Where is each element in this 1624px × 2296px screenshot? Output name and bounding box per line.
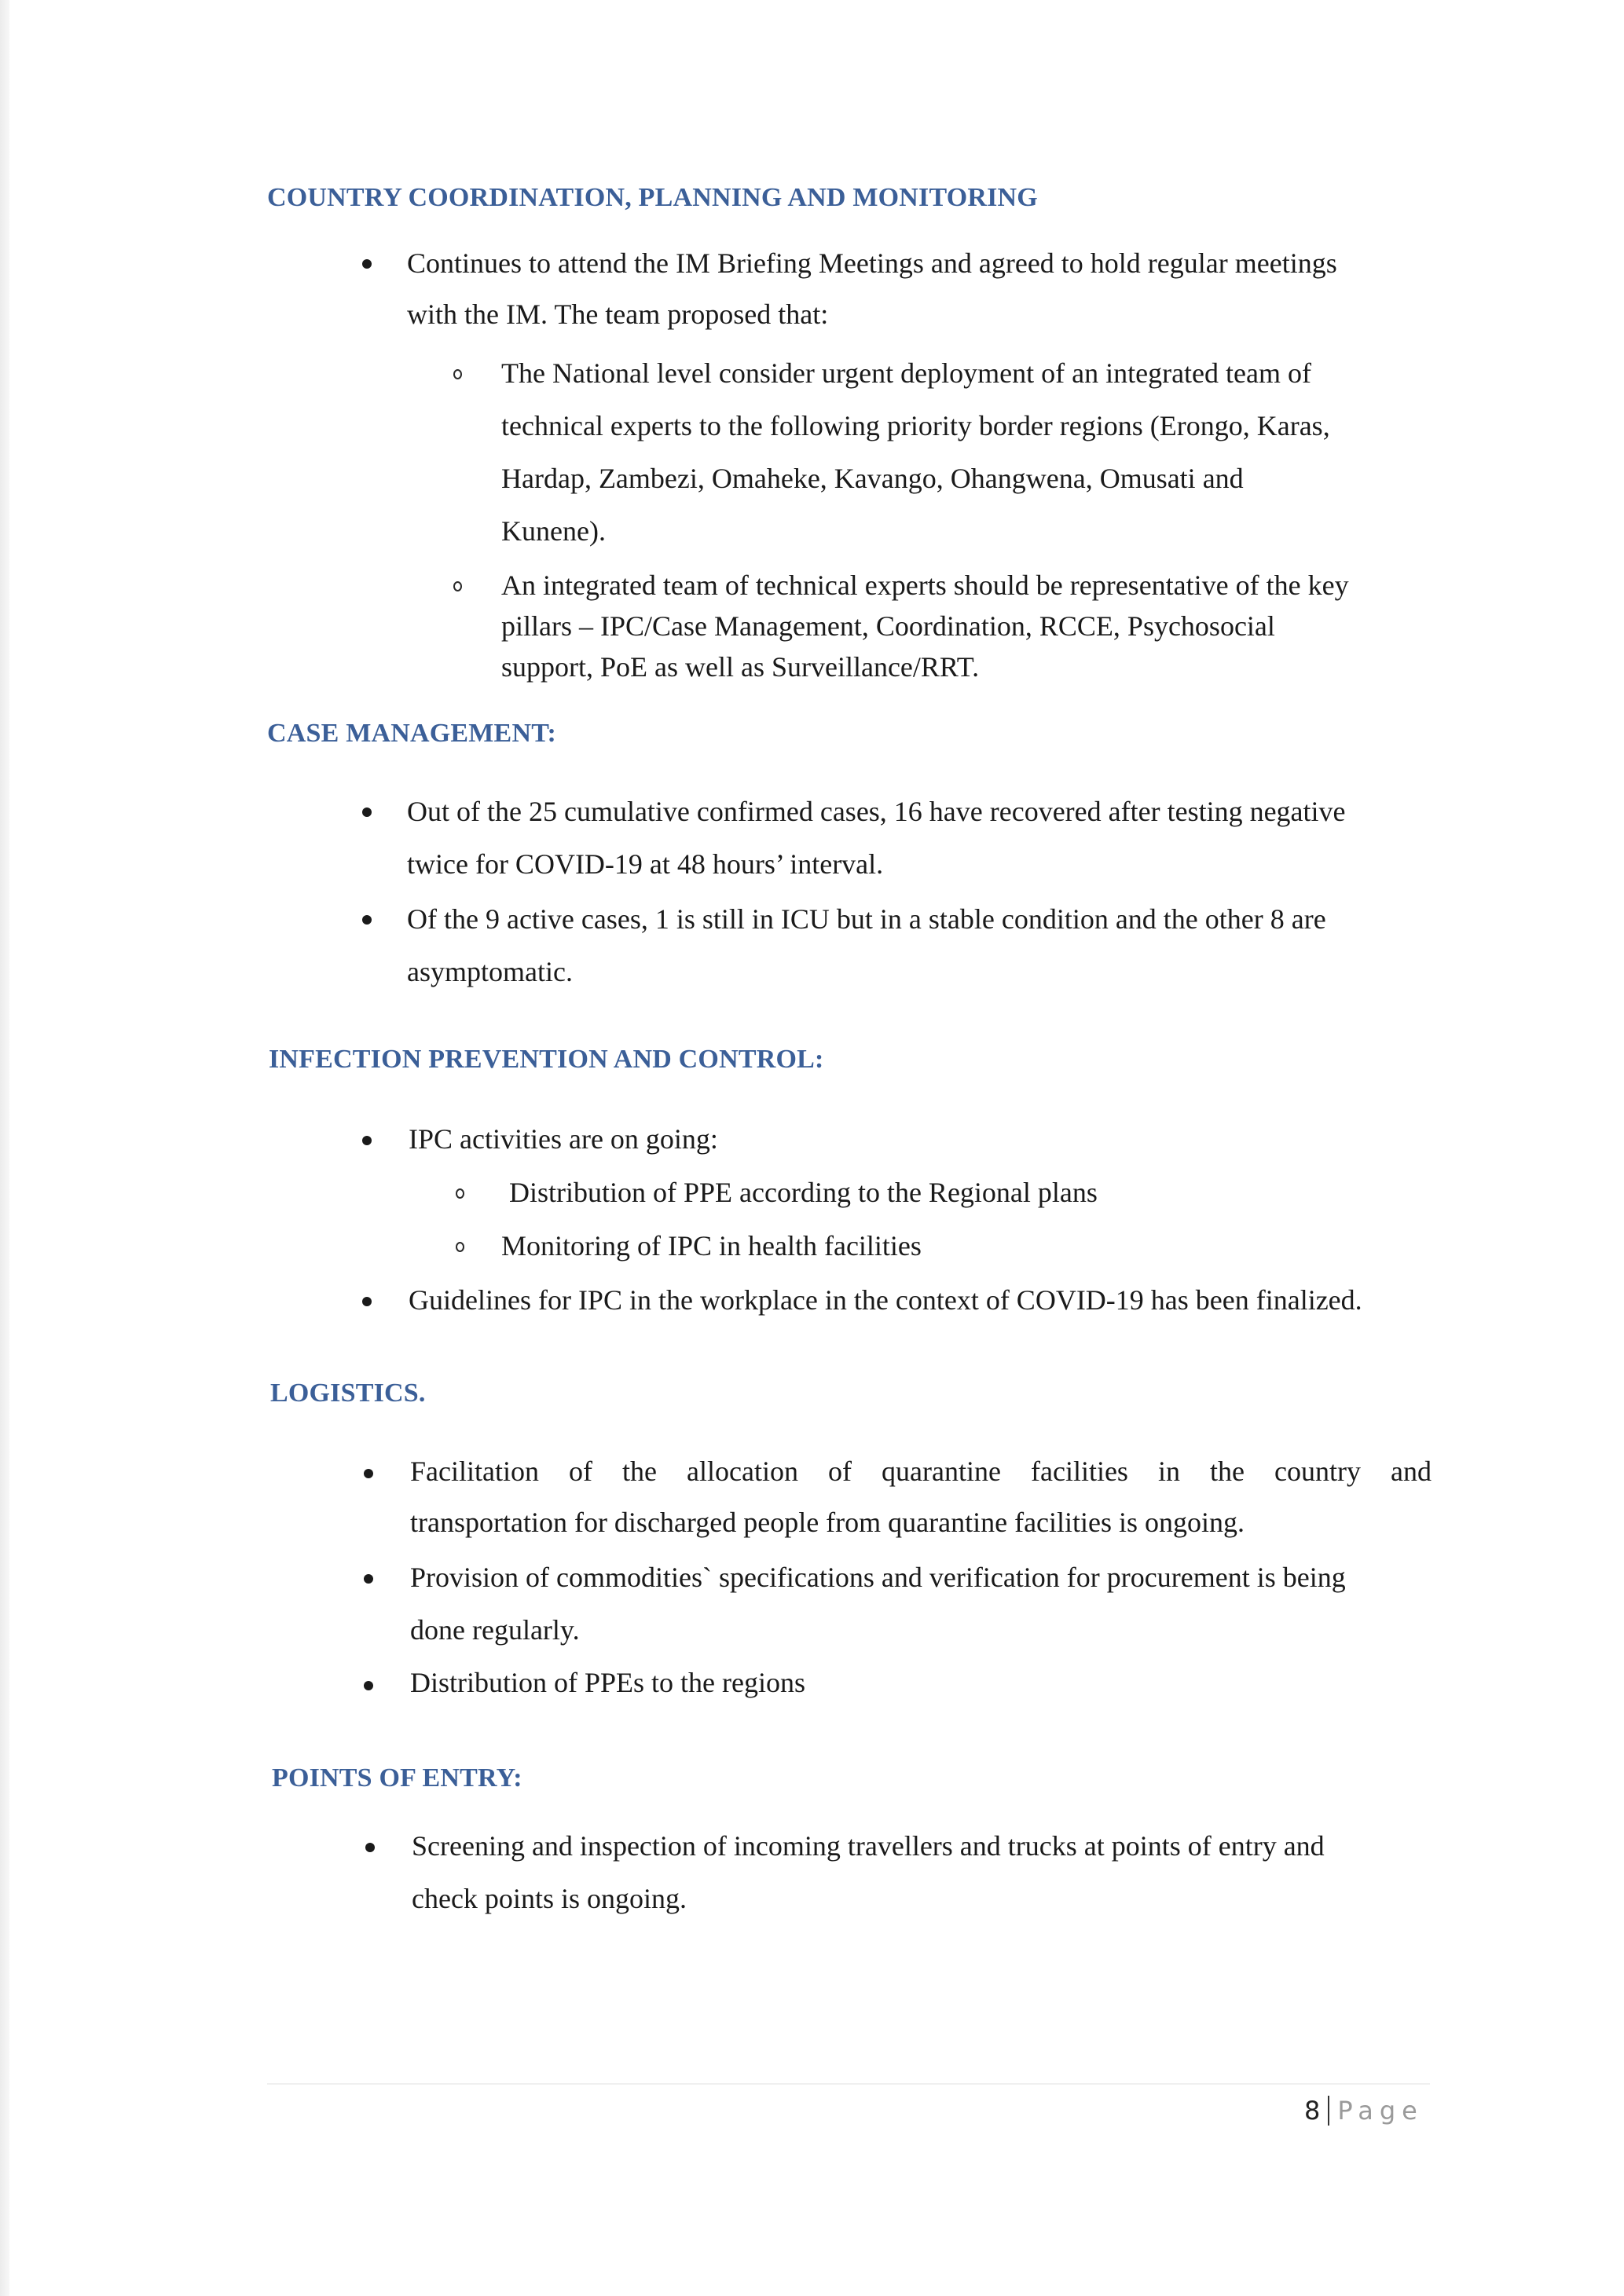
sub-bullet-text: An integrated team of technical experts should be representative of the key [501,569,1349,601]
bullet-icon [362,807,372,817]
sub-bullet-text: The National level consider urgent deployment of an integrated team of [501,357,1311,389]
sub-bullet-text: Kunene). [501,515,606,547]
page-number: 8 [1304,2096,1321,2126]
bullet-text: with the IM. The team proposed that: [407,298,829,330]
bullet-icon [362,1297,372,1306]
bullet-text: Out of the 25 cumulative confirmed cases, 16 have recovered after testing negative [407,796,1346,827]
section-heading-ipc: INFECTION PREVENTION AND CONTROL: [269,1045,824,1074]
bullet-text: IPC activities are on going: [409,1123,718,1155]
sub-bullet-icon [453,369,462,379]
bullet-text: Screening and inspection of incoming travellers and trucks at points of entry and [412,1830,1325,1862]
sub-bullet-icon [456,1242,464,1252]
bullet-text: done regularly. [410,1614,580,1646]
section-heading-points-of-entry: POINTS OF ENTRY: [272,1763,522,1792]
bullet-icon [362,1136,372,1145]
bullet-text: Of the 9 active cases, 1 is still in ICU but in a stable condition and the other 8 are [407,903,1326,935]
bullet-text: check points is ongoing. [412,1883,687,1914]
sub-bullet-text: Monitoring of IPC in health facilities [501,1230,922,1262]
bullet-text: Facilitation of the allocation of quarantine facilities in the country and [410,1456,1432,1487]
sub-bullet-text: Distribution of PPE according to the Regional plans [509,1177,1098,1208]
section-heading-coordination: COUNTRY COORDINATION, PLANNING AND MONITORING [267,183,1038,212]
bullet-icon [364,1469,373,1478]
bullet-text: transportation for discharged people from quarantine facilities is ongoing. [410,1507,1245,1538]
bullet-icon [364,1681,373,1690]
bullet-icon [362,915,372,925]
section-heading-case-management: CASE MANAGEMENT: [267,719,557,748]
bullet-text: Distribution of PPEs to the regions [410,1667,805,1698]
page-edge-shadow [0,0,9,2296]
sub-bullet-text: Hardap, Zambezi, Omaheke, Kavango, Ohangwena, Omusati and [501,463,1244,494]
page-footer [1304,2096,1424,2126]
bullet-text: asymptomatic. [407,956,573,987]
bullet-icon [365,1843,375,1852]
footer-rule [267,2083,1430,2085]
bullet-text: twice for COVID-19 at 48 hours’ interval. [407,848,884,880]
sub-bullet-text: technical experts to the following priority border regions (Erongo, Karas, [501,410,1330,441]
bullet-icon [362,259,372,269]
bullet-text: Guidelines for IPC in the workplace in the context of COVID-19 has been finalized. [409,1284,1362,1316]
bullet-text: Provision of commodities` specifications and verification for procurement is being [410,1562,1346,1593]
sub-bullet-text: pillars – IPC/Case Management, Coordination, RCCE, Psychosocial [501,610,1275,642]
sub-bullet-icon [456,1188,464,1199]
bullet-text: Continues to attend the IM Briefing Meetings and agreed to hold regular meetings [407,247,1337,279]
sub-bullet-text: support, PoE as well as Surveillance/RRT. [501,651,980,683]
page-label: Page [1337,2096,1424,2126]
section-heading-logistics: LOGISTICS. [270,1379,426,1408]
bullet-icon [364,1574,373,1584]
footer-separator [1328,2096,1329,2126]
sub-bullet-icon [453,581,462,591]
